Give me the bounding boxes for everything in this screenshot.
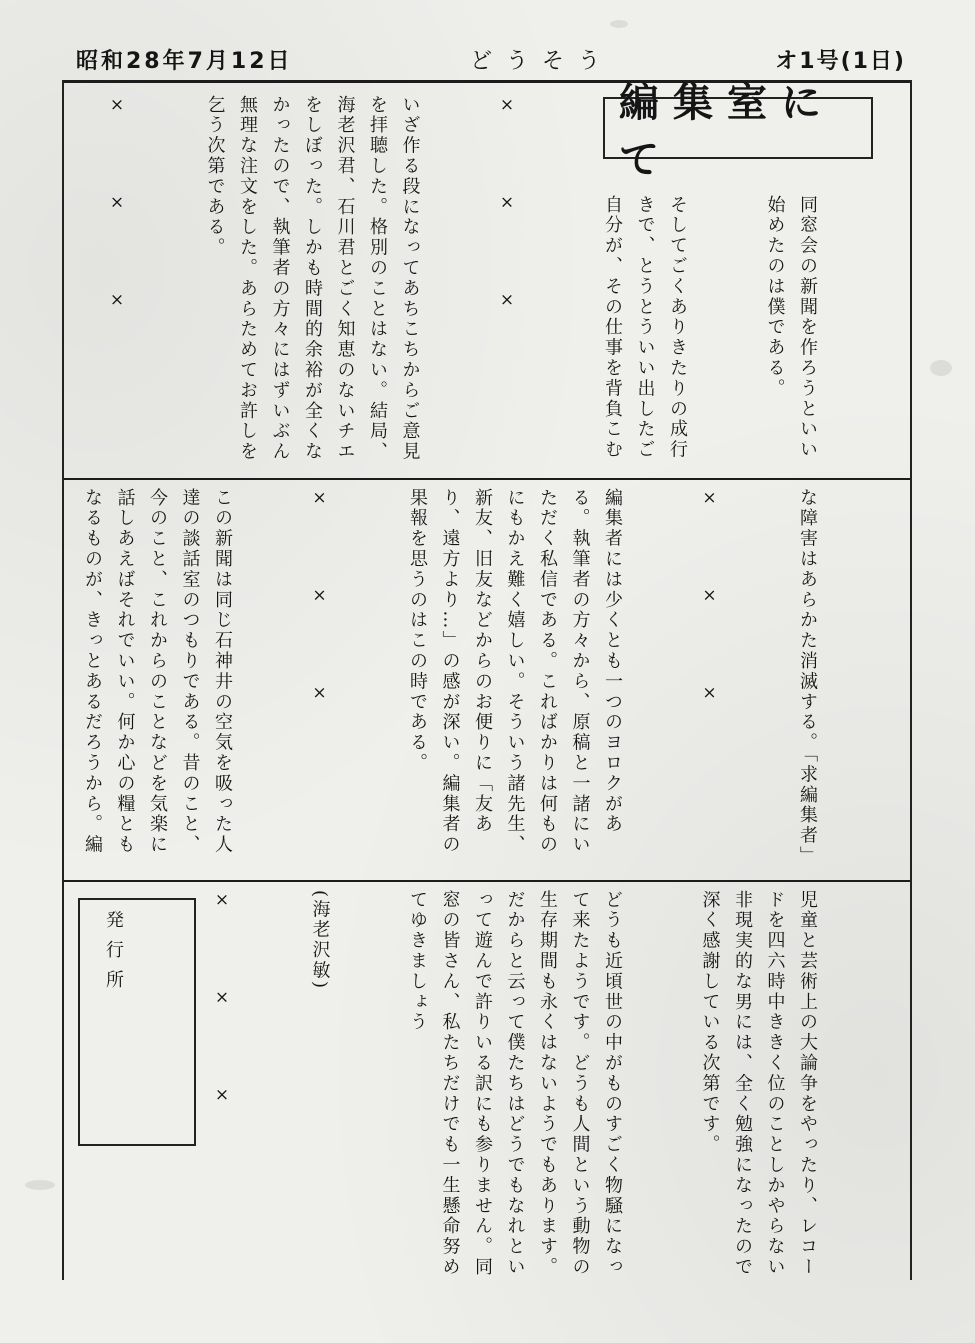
- article3-paragraph: どうも近頃世の中がものすごく物騒になって来たようです。どうも人間という動物の生存期間も永くはないようでもあります。だからと云って僕たちはどうでもなれといって遊んで許りいる訳にも参りません。同窓の皆さん、私たちだけでも一生懸命努めてゆきましょう: [407, 890, 623, 1278]
- separator: × × ×: [497, 95, 517, 346]
- separator: × × ×: [107, 95, 127, 346]
- author-signature: (海老沢敏): [309, 890, 331, 991]
- newspaper-title: どうそう: [470, 49, 615, 74]
- paper-smudge: [25, 1180, 55, 1190]
- separator: × × ×: [212, 890, 232, 1141]
- left-border: [62, 80, 64, 1280]
- section-rule-2: [62, 880, 912, 882]
- article3-paragraph: 児童と芸術上の大論争をやったり、レコードを四六時中ききく位のことしかやらない非現実的な男には、全く勉強になったので深く感謝している次第です。: [699, 890, 818, 1278]
- article1-column-left: [72, 95, 588, 473]
- publisher-box: [78, 898, 196, 1146]
- article3-block: [212, 890, 888, 1280]
- article1-paragraph: いざ作る段になってあちこちからご意見を拝聴した。格別のことはない。結局、海老沢君、石川君とごく知恵のないチエをしぼった。しかも時間的余裕が全くなかったので、執筆者の方々にはずいぶん無理な注文をした。あらためてお許しを乞う次第である。: [204, 95, 421, 463]
- separator: × × ×: [699, 488, 720, 739]
- publisher-label: 発行所: [103, 910, 124, 1000]
- article1-column-right: [600, 195, 888, 473]
- article2-paragraph: この新聞は同じ石神井の空気を吸った人達の談話室のつもりである。昔のこと、今のこと、これからのことなどを気楽に話しあえばそれでいい。何か心の糧ともなるものが、きっとあるだろうから。編: [82, 488, 233, 856]
- article2-paragraph: な障害はあらかた消滅する。「求編集者」: [797, 488, 818, 867]
- paper-smudge: [610, 20, 628, 28]
- article2-block: [72, 488, 888, 873]
- section-rule-1: [62, 478, 912, 480]
- paper-smudge: [930, 360, 952, 376]
- issue-number: オ1号(1日): [775, 49, 906, 74]
- article2-paragraph: 編集者には少くとも一つのヨロクがある。執筆者の方々から、原稿と一諸にいただく私信である。こればかりは何ものにもかえ難く嬉しい。そういう諸先生、新友、旧友などからのお便りに「友あり、遠方より…」の感が深い。編集者の果報を思うのはこの時である。: [407, 488, 623, 856]
- publisher-text: [88, 910, 188, 1138]
- article1-paragraph: そしてごくありきたりの成行きで、とうとういい出したご自分が、その仕事を背負こむ: [602, 195, 688, 461]
- article1-paragraph: 同窓会の新聞を作ろうといい始めたのは僕である。: [764, 195, 818, 461]
- separator: × × ×: [309, 488, 330, 739]
- issue-date: 昭和28年7月12日: [76, 49, 293, 74]
- article-title: 編集室にて: [619, 79, 835, 183]
- right-border: [910, 80, 912, 1280]
- article-title-box: [603, 79, 873, 183]
